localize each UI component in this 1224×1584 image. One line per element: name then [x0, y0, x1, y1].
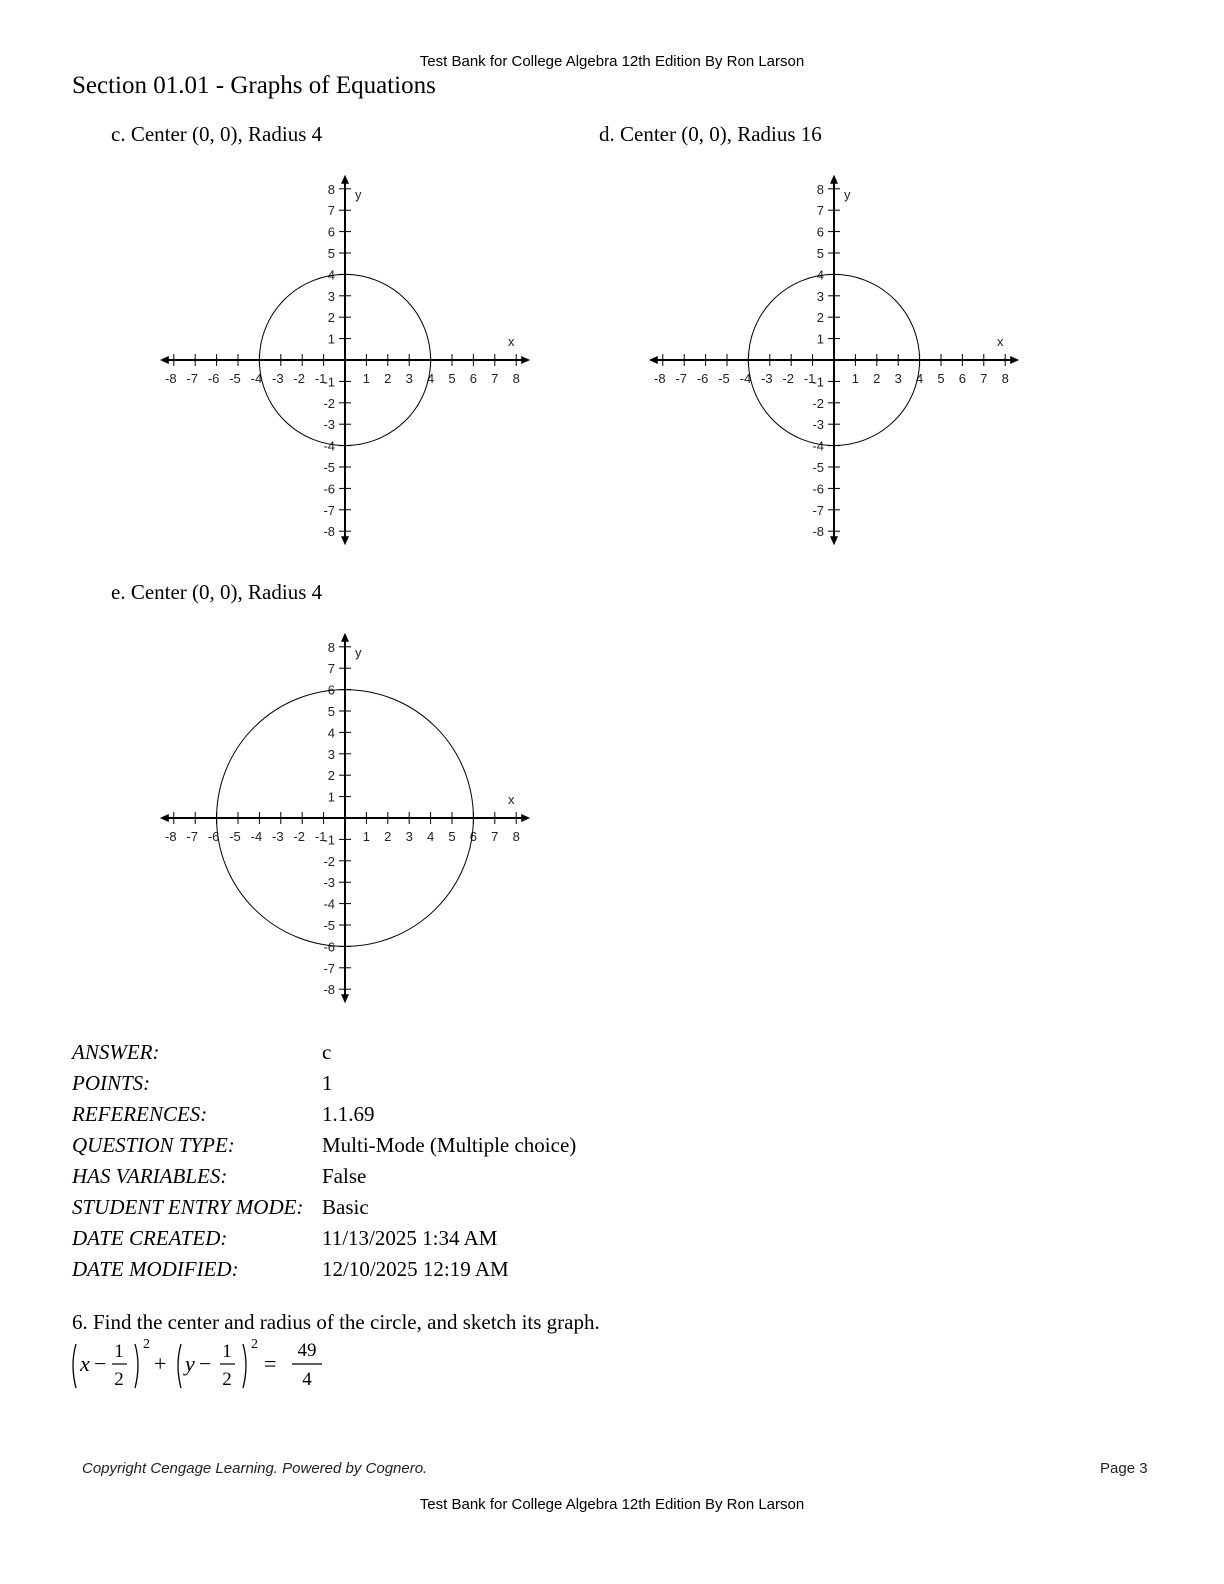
meta-key: POINTS: [72, 1071, 151, 1095]
meta-key: DATE CREATED: [72, 1226, 228, 1250]
y-tick-label: 1 [816, 331, 824, 347]
x-tick-label: 3 [405, 829, 413, 844]
graph-c-svg [155, 170, 535, 550]
eq-frac-num-2: 1 [222, 1341, 232, 1362]
y-tick-label: 3 [816, 288, 824, 304]
page-footer-title: Test Bank for College Algebra 12th Edition By Ron Larson [419, 1496, 805, 1513]
arrow-down-icon [341, 994, 349, 1003]
y-tick-label: -7 [323, 960, 335, 976]
meta-key: QUESTION TYPE: [72, 1133, 235, 1157]
meta-value: False [322, 1164, 367, 1188]
y-tick-label: 2 [816, 310, 824, 326]
eq-plus: + [154, 1351, 167, 1376]
arrow-down-icon [341, 536, 349, 545]
x-tick-label: -8 [165, 371, 177, 386]
x-tick-label: 7 [491, 829, 499, 844]
arrow-left-icon [160, 356, 169, 364]
x-tick-label: 3 [405, 371, 413, 386]
y-tick-label: -1 [323, 374, 335, 390]
y-tick-label: -4 [812, 438, 824, 454]
x-tick-label: 8 [512, 371, 520, 386]
y-tick-label: -4 [323, 896, 335, 912]
eq-exp-1: 2 [143, 1337, 150, 1352]
x-tick-label: 6 [469, 371, 478, 386]
meta-value: 12/10/2025 12:19 AM [322, 1257, 509, 1281]
y-tick-label: 8 [327, 639, 335, 655]
circle-equation [66, 1334, 336, 1401]
paren-close-icon [135, 1344, 138, 1388]
x-tick-label: 8 [512, 829, 520, 844]
y-tick-label: 7 [816, 203, 824, 219]
x-tick-label: 1 [362, 829, 371, 844]
arrow-down-icon [830, 536, 838, 545]
x-tick-label: -4 [250, 371, 263, 386]
y-tick-label: -2 [323, 853, 335, 869]
question-text: 6. Find the center and radius of the circle, and sketch its graph. [72, 1310, 600, 1334]
x-tick-label: -7 [186, 829, 198, 844]
section-title: Section 01.01 - Graphs of Equations [72, 72, 436, 99]
x-tick-label: -5 [229, 829, 241, 844]
paren-close-icon [243, 1344, 246, 1388]
eq-equals: = [264, 1351, 277, 1376]
y-tick-label: 1 [327, 789, 335, 805]
y-tick-label: 4 [327, 725, 335, 741]
y-tick-label: 6 [327, 682, 335, 698]
x-tick-label: 7 [980, 371, 988, 386]
meta-key: STUDENT ENTRY MODE: [72, 1195, 304, 1219]
x-tick-label: -5 [229, 371, 241, 386]
x-tick-label: -5 [718, 371, 730, 386]
arrow-up-icon [830, 175, 838, 184]
x-tick-label: -7 [186, 371, 198, 386]
arrow-right-icon [521, 814, 530, 822]
x-tick-label: -8 [654, 371, 666, 386]
y-axis-label: y [844, 186, 851, 202]
graph-option-c [155, 170, 535, 550]
y-tick-label: 5 [816, 246, 824, 261]
x-tick-label: -8 [165, 829, 177, 844]
eq-var-y: y [185, 1351, 195, 1376]
x-tick-label: -4 [250, 829, 263, 844]
arrow-up-icon [341, 175, 349, 184]
y-tick-label: 8 [816, 181, 824, 197]
x-tick-label: -6 [696, 371, 709, 386]
x-tick-label: 6 [958, 371, 967, 386]
paren-open-icon [178, 1344, 181, 1388]
x-tick-label: 2 [384, 371, 392, 386]
y-tick-label: -7 [323, 502, 335, 518]
x-axis-label: x [507, 792, 515, 807]
x-axis-label: x [507, 334, 515, 349]
x-tick-label: 5 [448, 371, 456, 386]
x-tick-label: -2 [293, 371, 305, 386]
y-tick-label: -2 [323, 395, 335, 411]
option-c-label: c. Center (0, 0), Radius 4 [111, 122, 323, 146]
x-tick-label: -1 [314, 829, 327, 844]
y-axis-label: y [355, 644, 362, 660]
x-tick-label: 4 [915, 371, 924, 386]
arrow-up-icon [341, 633, 349, 642]
x-tick-label: -6 [207, 371, 220, 386]
x-tick-label: -4 [739, 371, 752, 386]
y-tick-label: -6 [323, 481, 335, 497]
x-tick-label: -6 [207, 829, 220, 844]
page-header: Test Bank for College Algebra 12th Edition By Ron Larson [419, 53, 805, 70]
y-tick-label: -6 [812, 481, 824, 497]
x-tick-label: 1 [362, 371, 371, 386]
y-tick-label: -6 [323, 939, 335, 955]
y-axis-label: y [355, 186, 362, 202]
y-tick-label: -7 [812, 502, 824, 518]
y-tick-label: -2 [812, 395, 824, 411]
arrow-left-icon [649, 356, 658, 364]
eq-frac-num-1: 1 [114, 1341, 124, 1362]
x-tick-label: -3 [272, 829, 284, 844]
y-tick-label: 2 [327, 310, 335, 326]
graph-option-e [155, 628, 535, 1008]
x-tick-label: -2 [782, 371, 794, 386]
x-tick-label: 6 [469, 829, 478, 844]
meta-value: Basic [322, 1195, 369, 1219]
x-tick-label: 2 [873, 371, 881, 386]
y-tick-label: -5 [323, 460, 335, 475]
y-tick-label: 7 [327, 661, 335, 677]
y-tick-label: 8 [327, 181, 335, 197]
meta-key: DATE MODIFIED: [72, 1257, 239, 1281]
eq-var-x: x [80, 1351, 90, 1376]
y-tick-label: -8 [323, 524, 335, 540]
meta-key: ANSWER: [72, 1040, 160, 1064]
graph-option-d [644, 170, 1024, 550]
paren-open-icon [73, 1344, 76, 1388]
y-tick-label: -5 [323, 918, 335, 933]
meta-value: Multi-Mode (Multiple choice) [322, 1133, 577, 1157]
y-tick-label: 3 [327, 288, 335, 304]
meta-value: 1 [322, 1071, 333, 1095]
meta-value: 11/13/2025 1:34 AM [322, 1226, 498, 1250]
x-tick-label: 5 [937, 371, 945, 386]
footer-page-number: Page 3 [1100, 1460, 1148, 1477]
x-tick-label: 1 [851, 371, 860, 386]
graph-d-svg [644, 170, 1024, 550]
x-tick-label: -3 [272, 371, 284, 386]
x-tick-label: 4 [426, 829, 435, 844]
y-tick-label: 6 [816, 224, 824, 240]
y-tick-label: -4 [323, 438, 335, 454]
meta-value: 1.1.69 [322, 1102, 375, 1126]
x-tick-label: 3 [894, 371, 902, 386]
eq-rhs-den: 4 [302, 1369, 312, 1390]
y-tick-label: -3 [323, 417, 335, 433]
y-tick-label: 6 [327, 224, 335, 240]
arrow-right-icon [521, 356, 530, 364]
arrow-right-icon [1010, 356, 1019, 364]
y-tick-label: -8 [812, 524, 824, 540]
x-tick-label: -1 [314, 371, 327, 386]
footer-copyright: Copyright Cengage Learning. Powered by Cognero. [82, 1460, 428, 1477]
meta-key: HAS VARIABLES: [72, 1164, 228, 1188]
eq-frac-den-1: 2 [114, 1369, 124, 1390]
y-tick-label: 4 [816, 267, 824, 283]
x-tick-label: 4 [426, 371, 435, 386]
y-tick-label: 3 [327, 746, 335, 762]
y-tick-label: 1 [327, 331, 335, 347]
eq-exp-2: 2 [251, 1337, 258, 1352]
y-tick-label: 2 [327, 768, 335, 784]
y-tick-label: -5 [812, 460, 824, 475]
x-tick-label: 5 [448, 829, 456, 844]
y-tick-label: 7 [327, 203, 335, 219]
arrow-left-icon [160, 814, 169, 822]
x-tick-label: -7 [675, 371, 687, 386]
eq-minus-1: − [94, 1351, 107, 1376]
eq-frac-den-2: 2 [222, 1369, 232, 1390]
equation-svg [66, 1334, 336, 1396]
y-tick-label: 4 [327, 267, 335, 283]
eq-rhs-num: 49 [297, 1340, 317, 1361]
x-axis-label: x [996, 334, 1004, 349]
y-tick-label: -1 [812, 374, 824, 390]
meta-key: REFERENCES: [72, 1102, 208, 1126]
y-tick-label: -3 [323, 875, 335, 891]
x-tick-label: -3 [761, 371, 773, 386]
y-tick-label: -1 [323, 832, 335, 848]
meta-value: c [322, 1040, 332, 1064]
eq-minus-2: − [199, 1351, 212, 1376]
x-tick-label: -2 [293, 829, 305, 844]
y-tick-label: -3 [812, 417, 824, 433]
graph-e-svg [155, 628, 535, 1008]
x-tick-label: 7 [491, 371, 499, 386]
option-e-label: e. Center (0, 0), Radius 4 [111, 580, 323, 604]
y-tick-label: 5 [327, 704, 335, 719]
x-tick-label: 2 [384, 829, 392, 844]
x-tick-label: 8 [1001, 371, 1009, 386]
y-tick-label: -8 [323, 982, 335, 998]
y-tick-label: 5 [327, 246, 335, 261]
option-d-label: d. Center (0, 0), Radius 16 [599, 122, 822, 146]
x-tick-label: -1 [803, 371, 816, 386]
